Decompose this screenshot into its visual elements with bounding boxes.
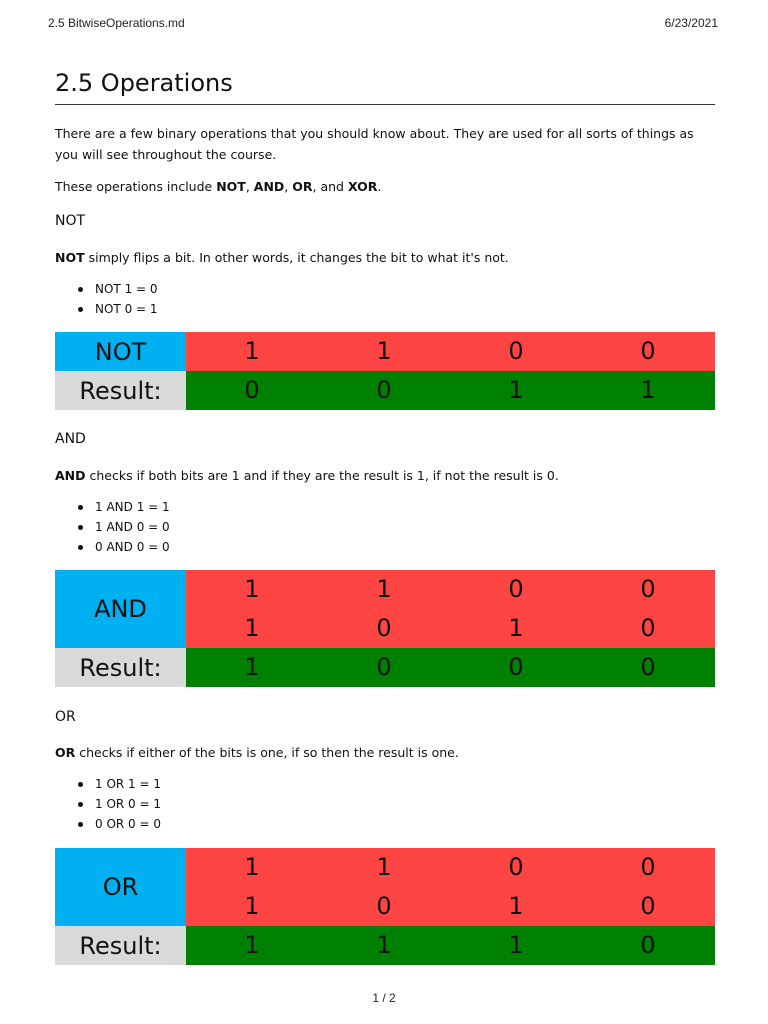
bit-cell: 1 xyxy=(244,614,260,642)
or-truth-table xyxy=(55,848,715,965)
page-header xyxy=(48,16,718,32)
intro-paragraph: There are a few binary operations that you should know about. They are used for all sorts of things as you will see throughout the course. xyxy=(55,126,694,162)
page-number: 1 / 2 xyxy=(372,991,396,1005)
bold-or: OR xyxy=(292,179,313,194)
bit-cell: 1 xyxy=(244,337,260,365)
list-item xyxy=(55,299,158,319)
example-text: 1 AND 1 = 1 xyxy=(95,500,170,514)
example-text: 0 OR 0 = 0 xyxy=(95,817,161,831)
bit-cell: 1 xyxy=(376,337,392,365)
bit-cell: 0 xyxy=(640,614,656,642)
not-examples xyxy=(55,279,158,319)
text: , xyxy=(284,179,293,194)
bit-cell: 0 xyxy=(508,337,524,365)
and-truth-table xyxy=(55,570,715,687)
result-row xyxy=(186,371,715,410)
bit-cell: 0 xyxy=(376,653,392,681)
text: . xyxy=(377,179,382,194)
page-title: 2.5 Operations xyxy=(55,66,715,105)
not-heading: NOT xyxy=(55,213,86,229)
example-text: 1 OR 0 = 1 xyxy=(95,797,161,811)
bit-cell: 1 xyxy=(508,614,524,642)
input-rows xyxy=(186,848,715,926)
not-truth-table xyxy=(55,332,715,410)
bit-cell: 1 xyxy=(508,892,524,920)
document-filename: 2.5 BitwiseOperations.md xyxy=(48,16,185,30)
bit-cell: 0 xyxy=(508,653,524,681)
bullet-icon xyxy=(78,802,83,807)
text: These operations include xyxy=(55,179,217,194)
not-description xyxy=(55,247,715,268)
or-description xyxy=(55,742,715,763)
bit-cell: 1 xyxy=(376,853,392,881)
bold-term: AND xyxy=(55,468,86,483)
bit-cell: 1 xyxy=(508,931,524,959)
bold-xor: XOR xyxy=(347,179,378,194)
bold-not: NOT xyxy=(216,179,246,194)
bit-cell: 0 xyxy=(376,376,392,404)
or-heading: OR xyxy=(55,709,76,725)
bit-cell: 0 xyxy=(640,853,656,881)
bit-cell: 0 xyxy=(244,376,260,404)
input-row xyxy=(186,332,715,371)
list-item xyxy=(55,497,170,517)
result-label-cell: Result: xyxy=(55,926,186,965)
bold-and: AND xyxy=(253,179,285,194)
example-text: NOT 1 = 0 xyxy=(95,282,158,296)
list-item xyxy=(55,517,170,537)
example-text: NOT 0 = 1 xyxy=(95,302,158,316)
and-description xyxy=(55,465,715,486)
result-label-cell: Result: xyxy=(55,648,186,687)
list-item xyxy=(55,537,170,557)
description-text: simply flips a bit. In other words, it changes the bit to what it's not. xyxy=(84,250,509,265)
bold-term: OR xyxy=(55,745,76,760)
bit-cell: 1 xyxy=(244,892,260,920)
list-item xyxy=(55,279,158,299)
bullet-icon xyxy=(78,545,83,550)
result-row xyxy=(186,648,715,687)
bit-cell: 0 xyxy=(640,337,656,365)
example-text: 1 OR 1 = 1 xyxy=(95,777,161,791)
bullet-icon xyxy=(78,525,83,530)
bit-cell: 1 xyxy=(376,575,392,603)
result-row xyxy=(186,926,715,965)
input-rows xyxy=(186,570,715,648)
and-heading: AND xyxy=(55,431,86,447)
bit-cell: 0 xyxy=(640,653,656,681)
bit-cell: 0 xyxy=(508,853,524,881)
bit-cell: 1 xyxy=(244,931,260,959)
bit-cell: 0 xyxy=(376,614,392,642)
example-text: 1 AND 0 = 0 xyxy=(95,520,170,534)
bit-cell: 1 xyxy=(244,575,260,603)
and-examples xyxy=(55,497,170,557)
bit-cell: 1 xyxy=(376,931,392,959)
list-item xyxy=(55,774,161,794)
bit-cell: 1 xyxy=(244,653,260,681)
bold-term: NOT xyxy=(55,250,85,265)
operations-list-paragraph xyxy=(55,176,715,197)
bit-cell: 0 xyxy=(376,892,392,920)
bullet-icon xyxy=(78,307,83,312)
bit-cell: 1 xyxy=(640,376,656,404)
description-text: checks if both bits are 1 and if they are the result is 1, if not the result is 0. xyxy=(85,468,559,483)
bullet-icon xyxy=(78,782,83,787)
example-text: 0 AND 0 = 0 xyxy=(95,540,170,554)
bit-cell: 1 xyxy=(244,853,260,881)
bit-cell: 1 xyxy=(508,376,524,404)
bullet-icon xyxy=(78,287,83,292)
list-item xyxy=(55,814,161,834)
operator-label-cell: AND xyxy=(55,570,186,648)
bullet-icon xyxy=(78,822,83,827)
bit-cell: 0 xyxy=(508,575,524,603)
description-text: checks if either of the bits is one, if so then the result is one. xyxy=(75,745,459,760)
text: , and xyxy=(312,179,348,194)
operator-label-cell: OR xyxy=(55,848,186,926)
result-label-cell: Result: xyxy=(55,371,186,410)
bit-cell: 0 xyxy=(640,892,656,920)
or-examples xyxy=(55,774,161,834)
text: , xyxy=(245,179,254,194)
bullet-icon xyxy=(78,505,83,510)
document-date: 6/23/2021 xyxy=(664,16,718,30)
operator-label-cell: NOT xyxy=(55,332,186,371)
bit-cell: 0 xyxy=(640,575,656,603)
list-item xyxy=(55,794,161,814)
bit-cell: 0 xyxy=(640,931,656,959)
